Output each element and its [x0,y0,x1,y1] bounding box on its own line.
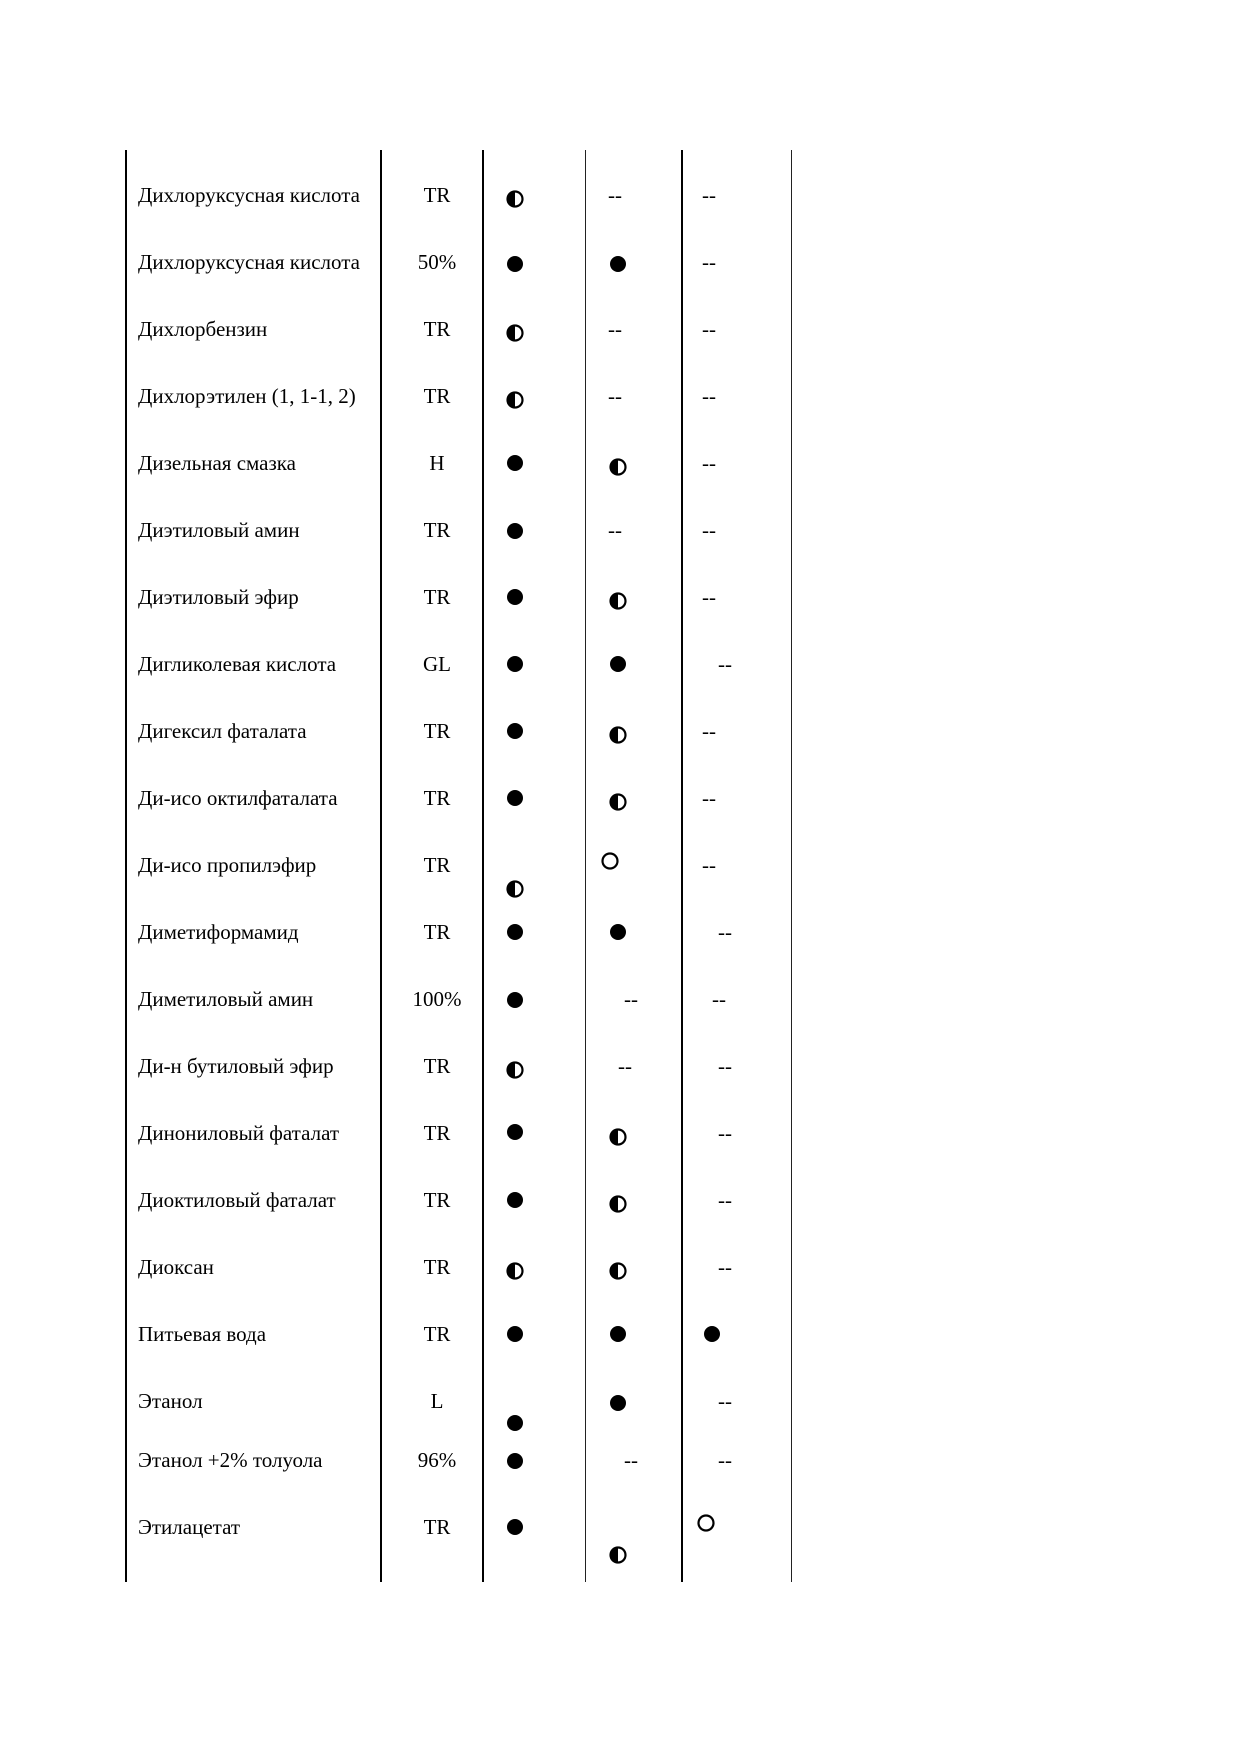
table-row [0,1428,1240,1495]
table-row [0,1369,1240,1436]
no-data-dash: -- [702,853,716,877]
filled-circle-icon [503,252,527,276]
concentration: TR [423,1322,451,1346]
chemical-name: Дихлоруксусная кислота [138,183,360,207]
concentration: H [429,451,445,475]
table-row [0,1235,1240,1302]
no-data-dash: -- [712,987,726,1011]
filled-circle-icon [503,1120,527,1144]
chemical-name: Ди-н бутиловый эфир [138,1054,334,1078]
table-row [0,1168,1240,1235]
chemical-name: Диэтиловый амин [138,518,300,542]
filled-circle-icon [503,988,527,1012]
filled-circle-icon [606,920,630,944]
concentration: TR [423,585,451,609]
half-circle-icon [503,1058,527,1082]
filled-circle-icon [503,1515,527,1539]
filled-circle-icon [606,652,630,676]
no-data-dash: -- [718,1121,732,1145]
concentration: TR [423,1515,451,1539]
chemical-name: Ди-исо октилфаталата [138,786,338,810]
no-data-dash: -- [702,585,716,609]
table-row [0,833,1240,900]
chemical-name: Диметиловый амин [138,987,314,1011]
chemical-name: Дихлоруксусная кислота [138,250,360,274]
concentration: GL [423,652,451,676]
no-data-dash: -- [624,1448,638,1472]
chemical-name: Дигликолевая кислота [138,652,337,676]
filled-circle-icon [503,1449,527,1473]
table-row [0,1034,1240,1101]
chemical-name: Этанол +2% толуола [138,1448,323,1472]
half-circle-icon [606,1192,630,1216]
half-circle-icon [503,1259,527,1283]
filled-circle-icon [503,1322,527,1346]
no-data-dash: -- [718,1188,732,1212]
chemical-name: Этилацетат [138,1515,241,1539]
table-row [0,1302,1240,1369]
filled-circle-icon [503,519,527,543]
no-data-dash: -- [718,652,732,676]
half-circle-icon [503,877,527,901]
table-row [0,699,1240,766]
no-data-dash: -- [608,518,622,542]
filled-circle-icon [606,1322,630,1346]
chemical-name: Дихлорэтилен (1, 1-1, 2) [138,384,356,408]
chemical-name: Диоктиловый фаталат [138,1188,336,1212]
concentration: TR [423,1054,451,1078]
filled-circle-icon [700,1322,724,1346]
no-data-dash: -- [702,451,716,475]
table-row [0,766,1240,833]
chemical-name: Диэтиловый эфир [138,585,299,609]
filled-circle-icon [503,652,527,676]
filled-circle-icon [503,451,527,475]
no-data-dash: -- [718,920,732,944]
concentration: 96% [417,1448,457,1472]
chemical-name: Ди-исо пропилэфир [138,853,317,877]
table-row [0,364,1240,431]
chemical-name: Питьевая вода [138,1322,267,1346]
table-row [0,1101,1240,1168]
filled-circle-icon [503,719,527,743]
table-row [0,565,1240,632]
concentration: TR [423,183,451,207]
half-circle-icon [606,1259,630,1283]
table-row [0,498,1240,565]
no-data-dash: -- [702,518,716,542]
no-data-dash: -- [702,317,716,341]
chemical-name: Дихлорбензин [138,317,268,341]
chemical-name: Этанол [138,1389,203,1413]
no-data-dash: -- [718,1389,732,1413]
no-data-dash: -- [702,384,716,408]
concentration: TR [423,786,451,810]
table-row [0,967,1240,1034]
table-row [0,632,1240,699]
half-circle-icon [606,723,630,747]
no-data-dash: -- [702,250,716,274]
concentration: 50% [417,250,457,274]
filled-circle-icon [606,252,630,276]
chemical-name: Динониловый фаталат [138,1121,340,1145]
table-row [0,900,1240,967]
half-circle-icon [503,187,527,211]
chemical-name: Диоксан [138,1255,214,1279]
filled-circle-icon [503,786,527,810]
no-data-dash: -- [608,183,622,207]
half-circle-icon [503,321,527,345]
no-data-dash: -- [608,317,622,341]
concentration: TR [423,384,451,408]
concentration: TR [423,719,451,743]
half-circle-icon [606,1543,630,1567]
filled-circle-icon [503,585,527,609]
no-data-dash: -- [608,384,622,408]
no-data-dash: -- [702,719,716,743]
no-data-dash: -- [718,1054,732,1078]
no-data-dash: -- [718,1255,732,1279]
half-circle-icon [503,388,527,412]
concentration: TR [423,1255,451,1279]
empty-circle-icon [598,849,622,873]
table-row [0,230,1240,297]
filled-circle-icon [606,1391,630,1415]
table-row [0,163,1240,230]
no-data-dash: -- [702,786,716,810]
concentration: TR [423,920,451,944]
no-data-dash: -- [618,1054,632,1078]
chemical-name: Диметиформамид [138,920,299,944]
table-row [0,1495,1240,1562]
concentration: TR [423,853,451,877]
half-circle-icon [606,1125,630,1149]
concentration: TR [423,317,451,341]
concentration: TR [423,1121,451,1145]
table-row [0,431,1240,498]
chemical-name: Дигексил фаталата [138,719,307,743]
concentration: 100% [412,987,462,1011]
concentration: TR [423,518,451,542]
table-row [0,297,1240,364]
empty-circle-icon [694,1511,718,1535]
concentration: TR [423,1188,451,1212]
filled-circle-icon [503,920,527,944]
no-data-dash: -- [702,183,716,207]
filled-circle-icon [503,1188,527,1212]
chemical-name: Дизельная смазка [138,451,296,475]
half-circle-icon [606,589,630,613]
no-data-dash: -- [624,987,638,1011]
half-circle-icon [606,455,630,479]
concentration: L [430,1389,444,1413]
half-circle-icon [606,790,630,814]
no-data-dash: -- [718,1448,732,1472]
